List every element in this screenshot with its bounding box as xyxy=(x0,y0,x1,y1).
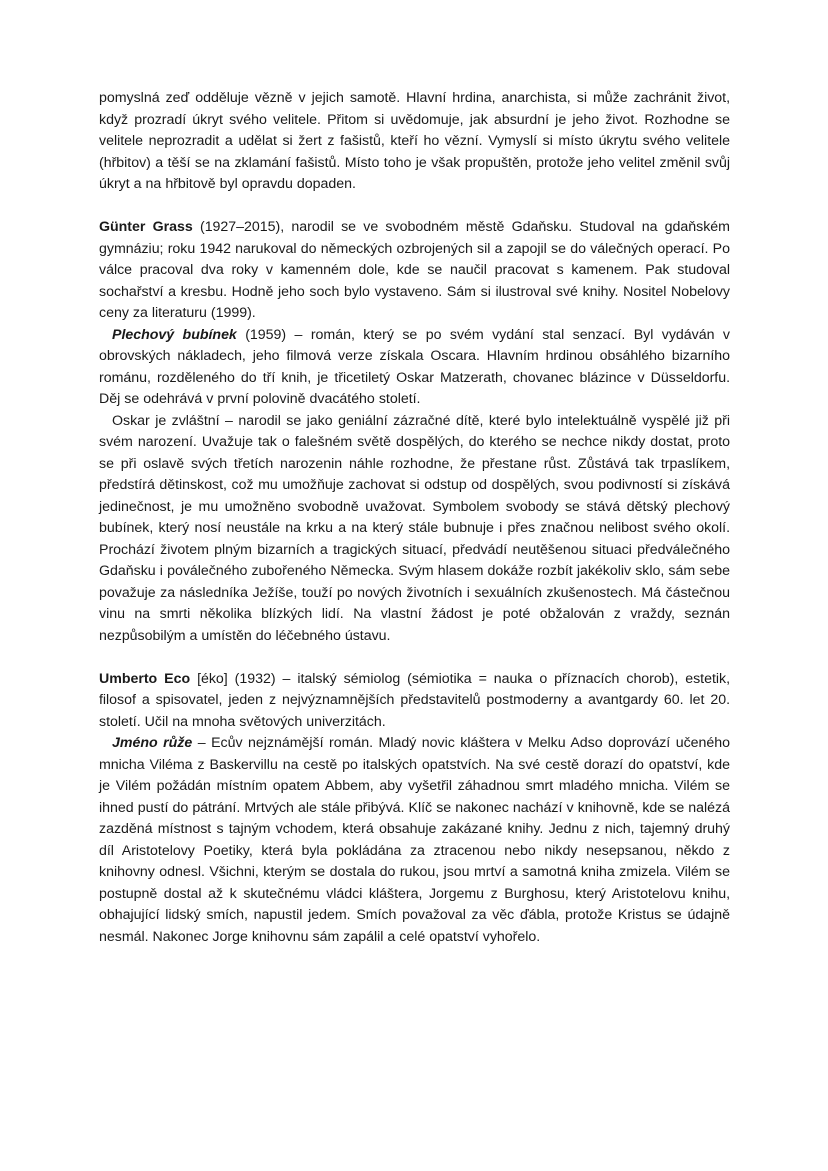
work-entry-plechovy-bubinek xyxy=(99,325,730,411)
author-entry-gunter-grass xyxy=(99,217,730,325)
text-column xyxy=(99,88,730,948)
author-name-umberto-eco: Umberto Eco xyxy=(99,670,191,687)
author-name-gunter-grass: Günter Grass xyxy=(99,219,193,235)
work-description-plechovy-bubinek: (1959) – román, který se po svém vydání stal senzací. Byl vydáván v obrovských nákladech, jeho filmová verze získala Oscara. Hlavním hrdinou obsáhlého bizarního románu, rozděleného do tří knih, je třicetiletý Oskar Matzerath, chovanec blázince v Düsseldorfu. Děj se odehrává v první polovině dvacátého století. xyxy=(99,326,730,407)
work-description-jmeno-ruze: – Ecův nejznámější román. Mladý novic kláštera v Melku Adso doprovází učeného mnicha Viléma z Baskervillu na cestě po italských opatstvích. Na své cestě dorazí do opatství, kde je Vilém požádán místním opatem Abbem, aby vyšetřil záhadnou smrt mladého mnicha. Vilém se ihned pustí do pátrání. Mrtvých ale stále přibývá. Klíč se nakonec nachází v knihovně, kde se nalézá zazděná místnost s tajným vchodem, která obsahuje zakázané knihy. Jednu z nich, tajemný druhý díl Aristotelovy Poetiky, která byla pokládána za ztracenou nebo nikdy nesepsanou, někdo z knihovny odnesl. Všichni, kterým se dostala do rukou, jsou mrtví a samotná kniha zmizela. Vilém se postupně dostal až k skutečnému vládci kláštera, Jorgemu z Burghosu, který Aristotelovu knihu, obhajující lidský smích, napustil jedem. Smích považoval za věc ďábla, protože Kristus se údajně nesmál. Nakonec Jorge knihovnu sám zapálil a celé opatství vyhořelo. xyxy=(99,735,730,945)
work-title-plechovy-bubinek: Plechový bubínek xyxy=(112,326,237,343)
paragraph-oskar-analysis: Oskar je zvláštní – narodil se jako geniální zázračné dítě, které bylo intelektuálně vyspělé již při svém narození. Uvažuje tak o falešném světě dospělých, do kterého se nechce nikdy dostat, proto se při oslavě svých třetích narozenin náhle rozhodne, že přestane růst. Zůstává tak trpaslíkem, předstírá dětinskost, což mu umožňuje zachovat si odstup od dospělých, svou podivností si získává jedinečnost, je mu umožněno svobodně uvažovat. Symbolem svobody se stává dětský plechový bubínek, který nosí neustále na krku a na který stále bubnuje i přes značnou nelibost svého okolí. Prochází životem plným bizarních a tragických situací, předvádí neutěšenou situaci předválečného Gdaňsku i poválečného zubořeného Německa. Svým hlasem dokáže rozbít jakékoliv sklo, sám sebe považuje za následníka Ježíše, touží po nových životních i sexuálních zkušenostech. Má částečnou vinu na smrti několika blízkých lidí. Na vlastní žádost je poté obžalován z vraždy, seznán nezpůsobilým a umístěn do léčebného ústavu. xyxy=(99,412,730,644)
author-bio-umberto-eco: [éko] (1932) – italský sémiolog (sémiotika = nauka o příznacích chorob), estetik, filosof a spisovatel, jeden z nejvýznamnějších představitelů postmoderny a avantgardy 60. let 20. století. Učil na mnoha světových univerzitách. xyxy=(99,670,730,730)
author-bio-gunter-grass: (1927–2015), narodil se ve svobodném městě Gdaňsku. Studoval na gdaňském gymnáziu; roku 1942 narukoval do německých ozbrojených sil a zapojil se do válečných operací. Po válce pracoval dva roky v kamenném dole, kde se naučil pracovat s kamenem. Pak studoval sochařství a kresbu. Hodně jeho soch bylo vystaveno. Sám si ilustroval své knihy. Nositel Nobelovy ceny za literaturu (1999). xyxy=(99,219,730,321)
work-title-jmeno-ruze: Jméno růže xyxy=(112,735,193,751)
work-entry-jmeno-ruze xyxy=(99,733,730,948)
paragraph-intro-continuation: pomyslná zeď odděluje vězně v jejich samotě. Hlavní hrdina, anarchista, si může zachránit život, když prozradí úkryt svého velitele. Přitom si uvědomuje, jak absurdní je jeho život. Rozhodne se velitele neprozradit a udělat si žert z fašistů, kteří ho vězní. Vymyslí si místo úkrytu svého velitele (hřbitov) a těší se na zklamání fašistů. Místo toho je však propuštěn, protože jeho velitel změnil svůj úkryt a na hřbitově byl opravdu dopaden. xyxy=(99,90,730,192)
author-entry-umberto-eco xyxy=(99,669,730,734)
